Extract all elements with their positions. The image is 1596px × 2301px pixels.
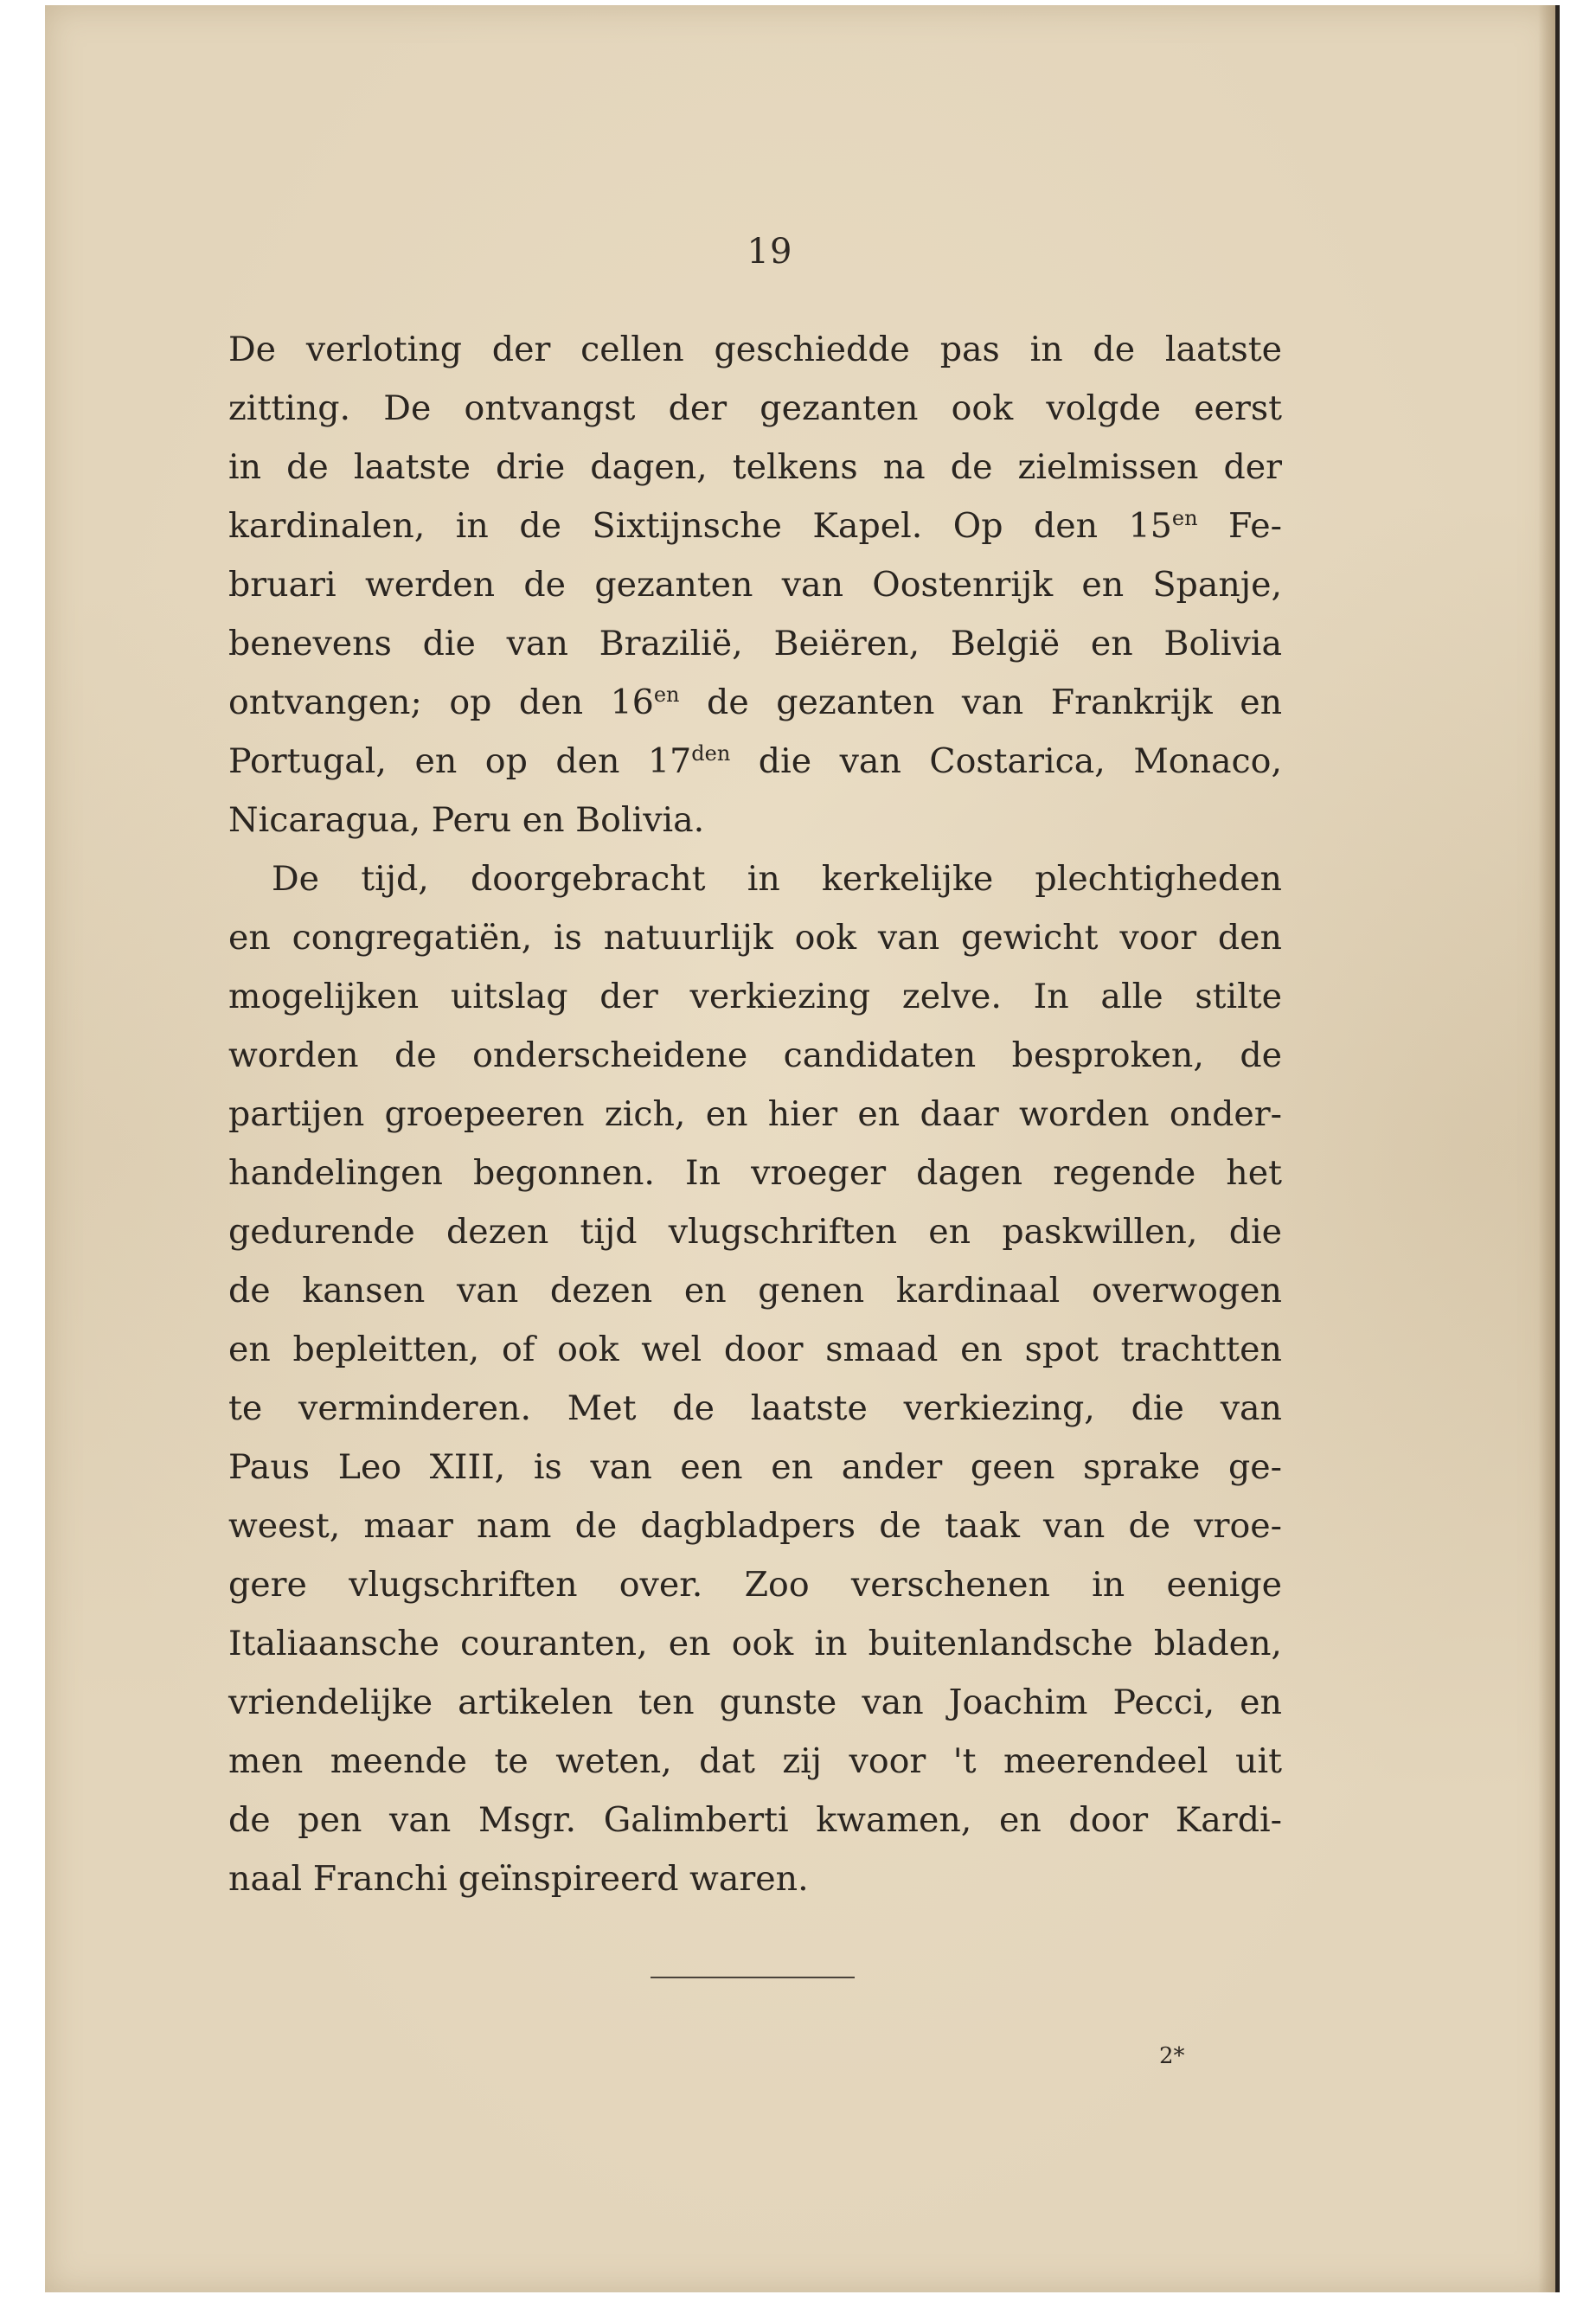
text-line: [228, 497, 1282, 555]
text-line: en bepleitten, of ook wel door smaad en spot trachtten: [228, 1330, 1282, 1369]
superscript-ordinal: en: [1171, 506, 1198, 530]
signature-mark: 2*: [1159, 2043, 1185, 2069]
text-line: gedurende dezen tijd vlugschriften en paskwillen, die: [228, 1212, 1282, 1252]
text-segment: die van Costarica, Monaco,: [730, 741, 1283, 781]
text-line: in de laatste drie dagen, telkens na de zielmissen der: [228, 447, 1282, 487]
page-edge-shadow: [1538, 5, 1555, 2292]
text-line: benevens die van Brazilië, Beiëren, België en Bolivia: [228, 624, 1282, 663]
text-line: bruari werden de gezanten van Oostenrijk en Spanje,: [228, 565, 1282, 605]
text-segment: kardinalen, in de Sixtijnsche Kapel. Op den 15: [228, 506, 1172, 546]
text-line: [228, 732, 1282, 791]
text-line: te verminderen. Met de laatste verkiezing, die van: [228, 1388, 1282, 1428]
text-segment: Fe-: [1197, 506, 1283, 546]
text-line: [228, 673, 1282, 732]
text-line: men meende te weten, dat zij voor 't meerendeel uit: [228, 1741, 1282, 1781]
section-divider-rule: [651, 1977, 855, 1978]
page-number: 19: [747, 232, 793, 272]
text-line: vriendelijke artikelen ten gunste van Joachim Pecci, en: [228, 1682, 1282, 1722]
text-line: Paus Leo XIII, is van een en ander geen sprake ge-: [228, 1447, 1282, 1487]
superscript-ordinal: en: [653, 683, 680, 707]
superscript-ordinal: den: [691, 741, 731, 766]
text-segment: Portugal, en op den 17: [228, 741, 692, 781]
text-line: weest, maar nam de dagbladpers de taak van de vroe-: [228, 1506, 1282, 1546]
text-line: partijen groepeeren zich, en hier en daar worden onder-: [228, 1094, 1282, 1134]
book-spine-edge: [1555, 5, 1560, 2292]
text-line: naal Franchi geïnspireerd waren.: [228, 1859, 809, 1899]
paragraph-first-line: De tijd, doorgebracht in kerkelijke plechtigheden: [272, 859, 1282, 899]
body-text: [228, 320, 1282, 1908]
text-line: mogelijken uitslag der verkiezing zelve. In alle stilte: [228, 977, 1282, 1016]
text-line: handelingen begonnen. In vroeger dagen regende het: [228, 1153, 1282, 1193]
text-line: De verloting der cellen geschiedde pas in de laatste: [228, 330, 1282, 369]
text-segment: ontvangen; op den 16: [228, 683, 654, 722]
text-line: gere vlugschriften over. Zoo verschenen in eenige: [228, 1565, 1282, 1605]
text-line: zitting. De ontvangst der gezanten ook volgde eerst: [228, 388, 1282, 428]
text-line: worden de onderscheidene candidaten besproken, de: [228, 1035, 1282, 1075]
text-line: Italiaansche couranten, en ook in buitenlandsche bladen,: [228, 1624, 1282, 1663]
text-line: Nicaragua, Peru en Bolivia.: [228, 800, 705, 840]
text-line: de pen van Msgr. Galimberti kwamen, en door Kardi-: [228, 1800, 1282, 1840]
text-line: de kansen van dezen en genen kardinaal overwogen: [228, 1271, 1282, 1311]
text-segment: de gezanten van Frankrijk en: [679, 683, 1283, 722]
text-line: en congregatiën, is natuurlijk ook van gewicht voor den: [228, 918, 1282, 958]
